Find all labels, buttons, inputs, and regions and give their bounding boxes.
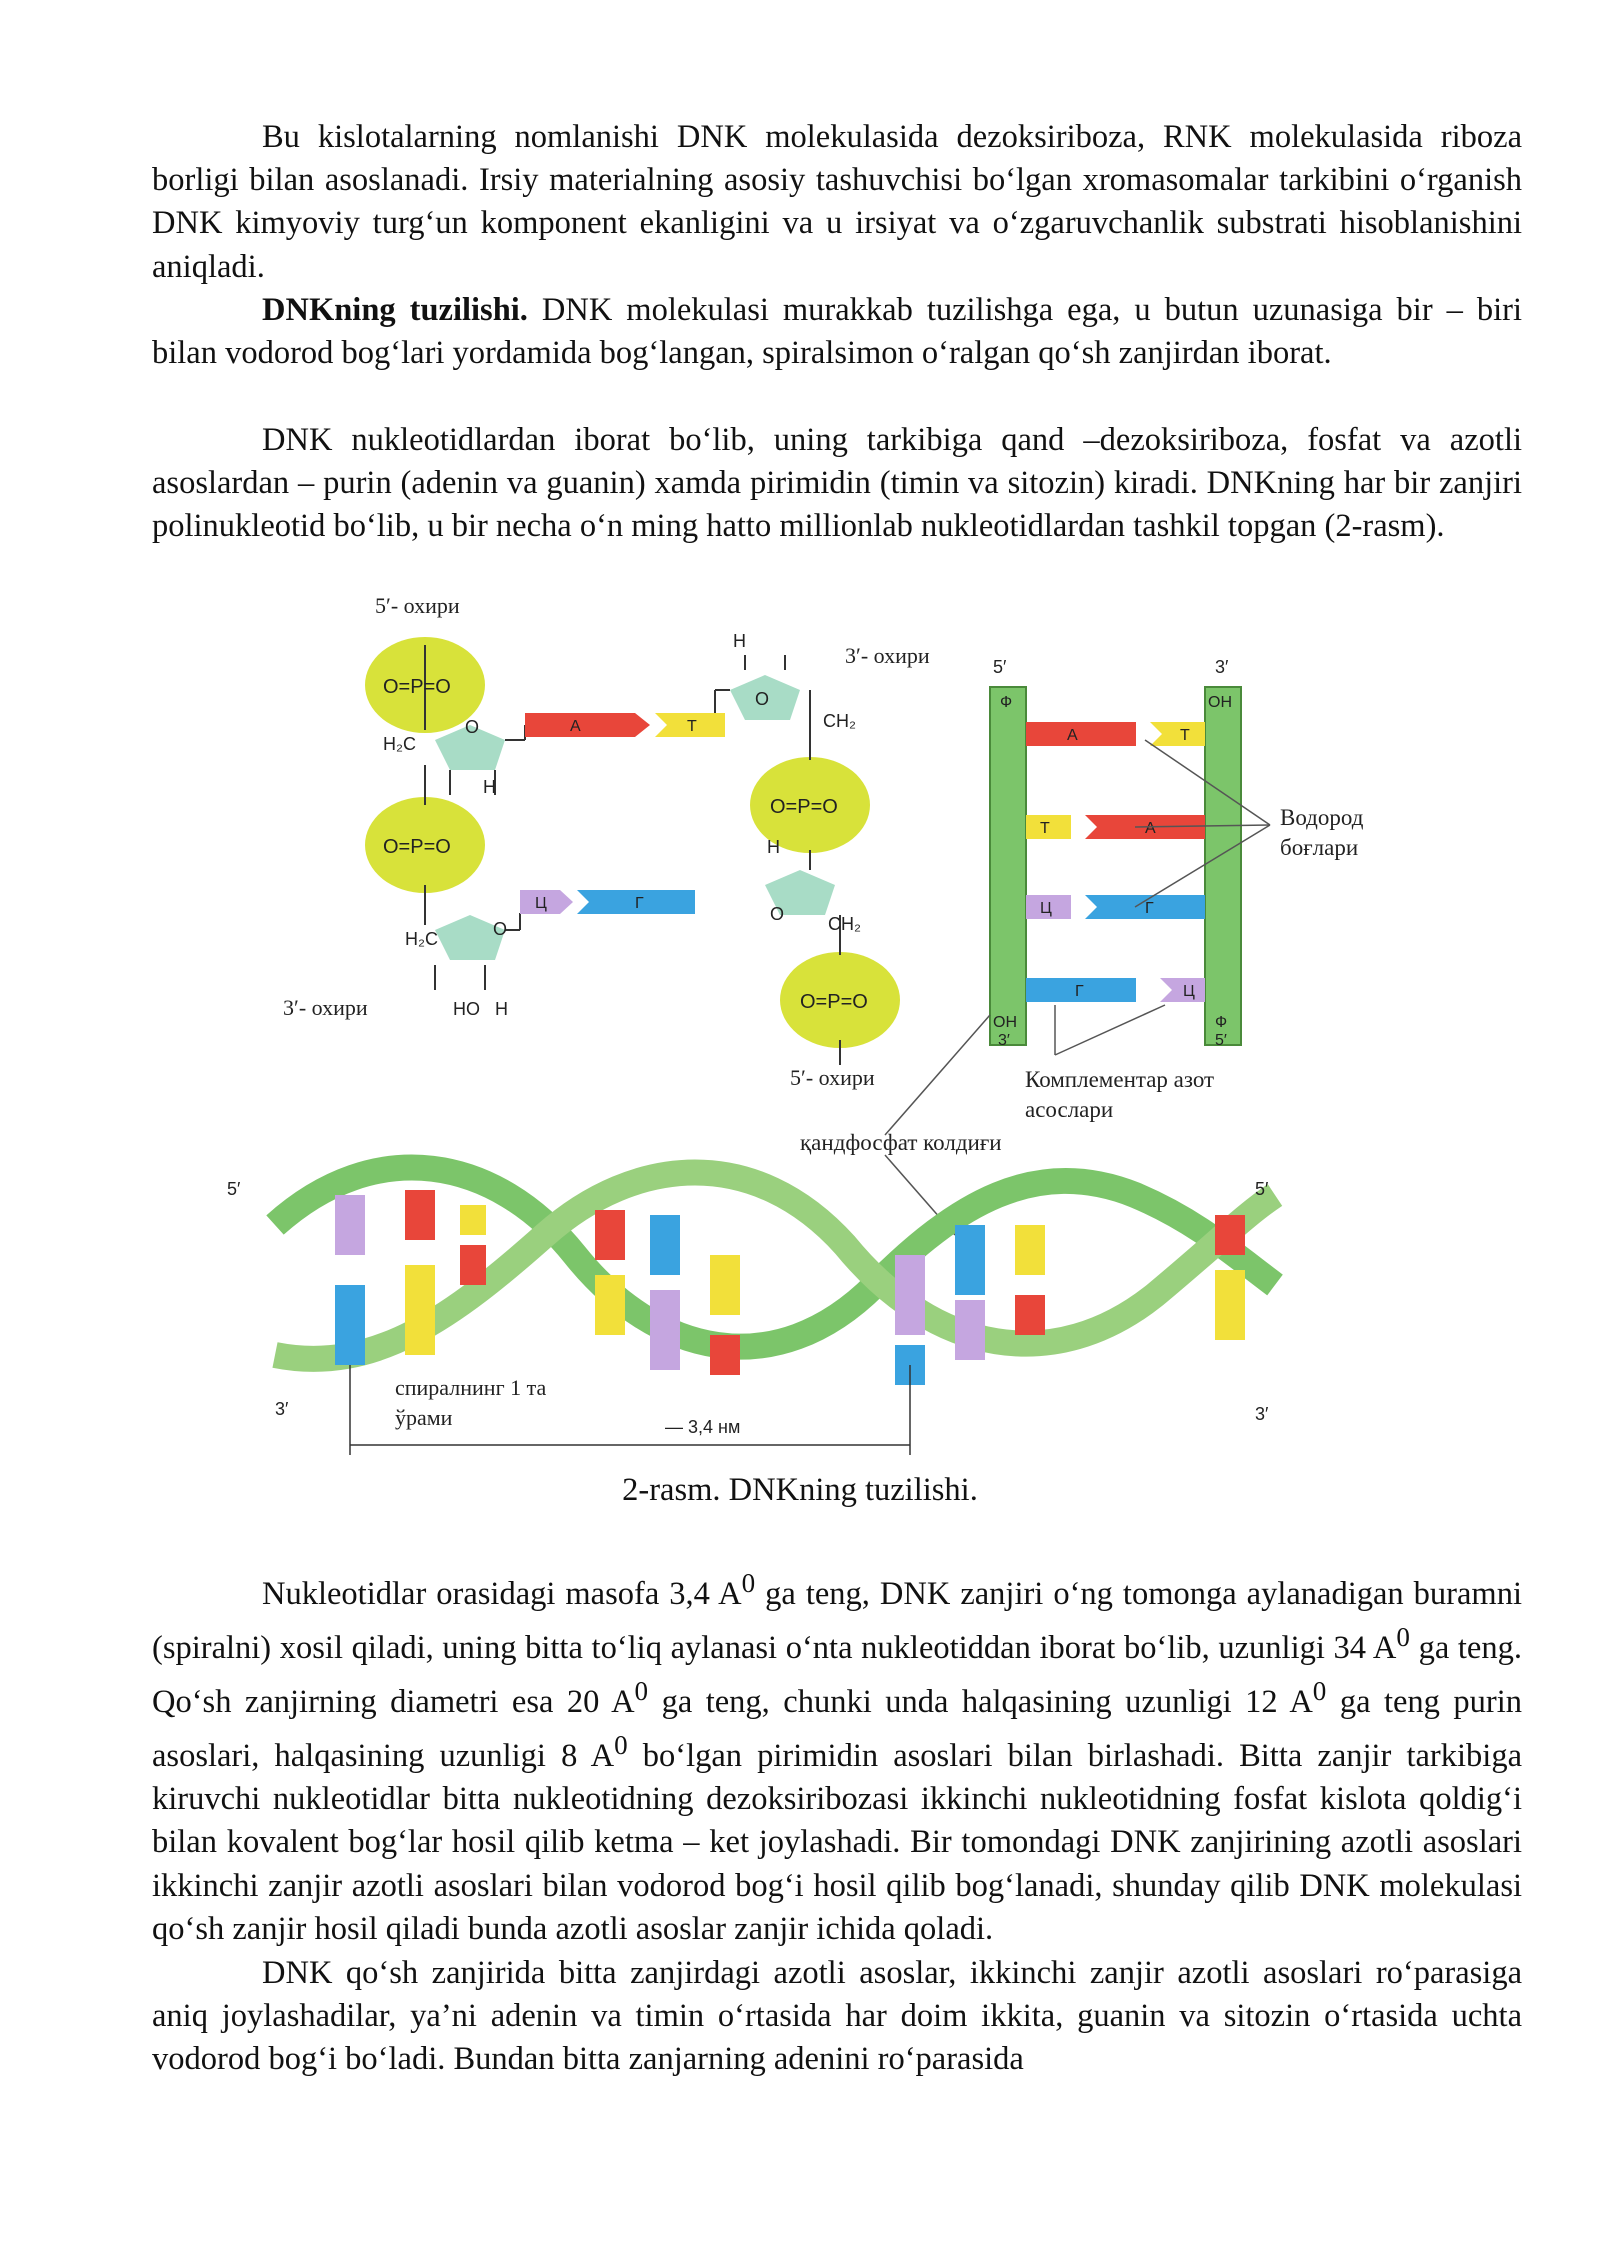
o-label-3: O xyxy=(493,919,508,939)
h-label-1: H xyxy=(495,999,508,1019)
helix-turn-label: спиралнинг 1 та xyxy=(395,1375,547,1400)
ch2-label-1: CH₂ xyxy=(823,711,856,731)
helix-pair-a5 xyxy=(1015,1295,1045,1335)
dna-structure-figure xyxy=(227,593,1364,1475)
rung-t2-label: Т xyxy=(1040,820,1050,837)
paragraph-1-text: Bu kislotalarning nomlanishi DNK molekulasida dezoksiriboza, RNK molekulasida riboza borligi bilan asoslanadi. Irsiy materialning asosiy tashuvchisi bo‘lgan xromasomalar tarkibini o‘rganish DNK kimyoviy turg‘un komponent ekanligini va u irsiyat va o‘zgaruvchanlik substrati hisoblanishini aniqladi. xyxy=(152,119,1522,285)
base-c-label: Ц xyxy=(535,895,547,912)
phosphate-formula-4: O=P=O xyxy=(800,991,868,1013)
h2c-label-2: H₂C xyxy=(405,929,438,949)
paragraph-2-text: DNK molekulasi murakkab tuzilishga ega, u butun uzunasiga bir – biri bilan vodorod bog‘lari yordamida bog‘langan, spiralsimon o‘ralgan qo‘sh zanjirdan iborat. xyxy=(152,292,1522,372)
rung-g2-label: Г xyxy=(1075,983,1084,1000)
helix-5-right: 5′ xyxy=(1255,1179,1269,1199)
rung-c2-label: Ц xyxy=(1183,983,1195,1000)
complementary-bases-label: Комплементар азот xyxy=(1025,1067,1215,1092)
helix-pair-c4 xyxy=(955,1300,985,1360)
helix-pair-c1 xyxy=(335,1195,365,1255)
h-label-2: H xyxy=(483,777,496,797)
rung-t-label: Т xyxy=(1180,727,1190,744)
paragraph-2 xyxy=(152,289,1522,375)
paragraph-1 xyxy=(152,116,1522,289)
p4-part-f: bo‘lgan pirimidin asoslari bilan birlashadi. Bitta zanjir tarkibiga kiruvchi nukleotidlar bitta nukleotidning dezoksiribozasi ikkinchi nukleotidning fosfat kislota qoldig‘i bilan kovalent bog‘lar hosil qilib ketma – ket joylashadi. Bir tomondagi DNK zanjirining azotli asoslari ikkinchi zanjir azotli asoslari bilan vodorod bog‘i hosil qilib bog‘lanadi, shunday qilib DNK molekulasi qo‘sh zanjir hosil qiladi bunda azotli asoslar zanjir ichida qoladi. xyxy=(152,1737,1522,1947)
helix-pair-a2 xyxy=(460,1245,486,1285)
p4-part-e: ga teng purin asoslari, halqasining uzunligi 8 A xyxy=(152,1683,1522,1774)
strand-left xyxy=(990,687,1026,1045)
hydrogen-bonds-label: Водород xyxy=(1280,805,1364,830)
base-t-label: Т xyxy=(687,718,697,735)
rung-a-label: А xyxy=(1067,727,1078,744)
paragraph-3 xyxy=(152,419,1522,549)
p4-part-c: ga teng. Qo‘sh zanjirning diametri esa 20 A xyxy=(152,1629,1522,1720)
phosphate-formula-1: O=P=O xyxy=(383,676,451,698)
paragraph-3-text: DNK nukleotidlardan iborat bo‘lib, uning tarkibiga qand –dezoksiriboza, fosfat va azotli asoslardan – purin (adenin va guanin) xamda pirimidin (timin va sitozin) kiradi. DNKning har bir zanjiri polinukleotid bo‘lib, u bir necha o‘n ming hatto millionlab nukleotidlardan tashkil topgan (2-rasm). xyxy=(152,422,1522,545)
h-label-3: H xyxy=(733,631,746,651)
rung-g-label: Г xyxy=(1145,900,1154,917)
p4-sup-4: 0 xyxy=(1312,1676,1327,1707)
helix-3-left: 3′ xyxy=(275,1399,289,1419)
complementary-bases-label-2: асослари xyxy=(1025,1097,1114,1122)
helix-5-left: 5′ xyxy=(227,1179,241,1199)
phosphate-formula-2: O=P=O xyxy=(383,836,451,858)
ch2-label-2: CH₂ xyxy=(828,914,861,934)
label-5-end-top: 5′- охири xyxy=(375,593,460,618)
o-label-4: O xyxy=(770,904,785,924)
strand-right-oh: ОН xyxy=(1208,694,1232,711)
paragraph-5 xyxy=(152,1952,1522,2082)
o-label-1: O xyxy=(755,689,770,709)
helix-pair-t3 xyxy=(595,1275,625,1335)
helix-pair-g4 xyxy=(955,1225,985,1295)
helix-pair-t1 xyxy=(405,1265,435,1355)
strand-left-3: 3′ xyxy=(998,1032,1010,1049)
label-3-end-left: 3′- охири xyxy=(283,995,368,1020)
helix-pair-g2 xyxy=(650,1215,680,1275)
helix-pair-c2 xyxy=(650,1290,680,1370)
p4-sup-5: 0 xyxy=(614,1730,628,1761)
sugar-phosphate-label: қандфосфат колдиғи xyxy=(800,1130,1002,1155)
helix-pair-g1 xyxy=(335,1285,365,1365)
strand-right-phi: Ф xyxy=(1215,1014,1228,1031)
h2c-label-1: H₂C xyxy=(383,734,416,754)
helix-pair-a4 xyxy=(710,1335,740,1375)
strand-right xyxy=(1205,687,1241,1045)
hydrogen-bonds-label-2: боғлари xyxy=(1280,835,1359,860)
helix-length-label: — 3,4 нм xyxy=(665,1417,741,1437)
helix-pair-t6 xyxy=(1215,1270,1245,1340)
label-3-end-top: 3′- охири xyxy=(845,643,930,668)
h-label-4: H xyxy=(767,837,780,857)
p4-sup-3: 0 xyxy=(634,1676,649,1707)
phosphate-formula-3: O=P=O xyxy=(770,796,838,818)
helix-3-right: 3′ xyxy=(1255,1404,1269,1424)
p4-sup-2: 0 xyxy=(1396,1622,1410,1653)
helix-turn-label-2: ўрами xyxy=(395,1405,453,1430)
base-a-label: А xyxy=(570,718,581,735)
ho-label: HO xyxy=(453,999,480,1019)
helix-pair-a6 xyxy=(1215,1215,1245,1255)
rung-c-label: Ц xyxy=(1040,900,1052,917)
rung-t xyxy=(1150,722,1205,746)
helix-pair-a3 xyxy=(595,1210,625,1260)
p4-part-d: ga teng, chunki unda halqasining uzunligi 12 A xyxy=(648,1683,1313,1720)
section-heading: DNKning tuzilishi. xyxy=(262,292,528,328)
strand-left-phi: Ф xyxy=(1000,694,1013,711)
strand-left-5: 5′ xyxy=(993,657,1007,677)
base-a-arrow xyxy=(635,713,650,737)
base-g-label: Г xyxy=(635,895,644,912)
figure-caption: 2-rasm. DNKning tuzilishi. xyxy=(622,1472,978,1508)
paragraph-5-text: DNK qo‘sh zanjirida bitta zanjirdagi azotli asoslar, ikkinchi zanjir azotli asoslari ro‘parasiga aniq joylashadilar, ya’ni adenin va timin o‘rtasida har doim ikkita, guanin va sitozin o‘rtasida uchta vodorod bog‘i bo‘ladi. Bundan bitta zanjarning adenini ro‘parasida xyxy=(152,1955,1522,2078)
label-5-end-bottom: 5′- охири xyxy=(790,1065,875,1090)
o-label-2: O xyxy=(465,717,480,737)
p4-part-a: Nukleotidlar orasidagi masofa 3,4 A xyxy=(262,1575,742,1612)
rung-a xyxy=(1026,722,1136,746)
rung-a2-label: А xyxy=(1145,820,1156,837)
p4-part-b: ga teng, DNK zanjiri o‘ng tomonga aylanadigan buramni (spiralni) xosil qiladi, uning bitta to‘liq aylanasi o‘nta nukleotiddan iborat bo‘lib, uzunligi 34 A xyxy=(152,1575,1522,1666)
strand-right-5: 5′ xyxy=(1215,1032,1227,1049)
base-c-arrow xyxy=(560,890,573,914)
helix-pair-t2 xyxy=(460,1205,486,1235)
paragraph-4 xyxy=(152,1562,1522,1951)
helix-pair-c3 xyxy=(895,1255,925,1335)
p4-sup-1: 0 xyxy=(741,1568,756,1598)
helix-pair-t4 xyxy=(710,1255,740,1315)
helix-pair-a1 xyxy=(405,1190,435,1240)
strand-right-3: 3′ xyxy=(1215,657,1229,677)
strand-left-oh: ОН xyxy=(993,1014,1017,1031)
helix-pair-t5 xyxy=(1015,1225,1045,1275)
